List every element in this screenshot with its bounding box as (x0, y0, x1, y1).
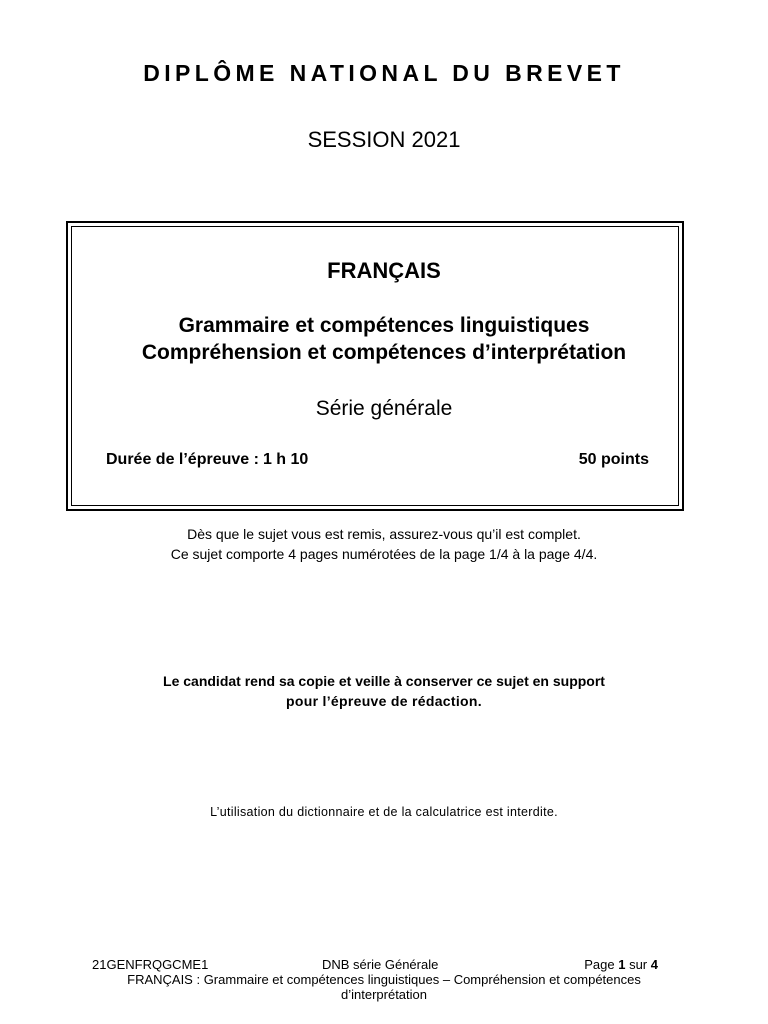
footer-page-prefix: Page (584, 957, 615, 972)
footer-page-current: 1 (618, 957, 626, 972)
footer-subject-line: FRANÇAIS : Grammaire et compétences linguistiques – Compréhension et compétences (127, 972, 641, 987)
duration-value: 1 h 10 (262, 451, 309, 468)
tools-prohibition-notice: L’utilisation du dictionnaire et de la calculatrice est interdite. (210, 805, 558, 819)
footer-serie: DNB série Générale (322, 957, 439, 972)
subtitle-comprehension: Compréhension et compétences d’interprétation (141, 341, 627, 364)
subtitle-grammar: Grammaire et compétences linguistiques (178, 314, 590, 337)
footer-subject-line-continued: d’interprétation (341, 987, 427, 1002)
footer-exam-code: 21GENFRQGCME1 (92, 957, 209, 972)
candidate-instruction-line2: pour l’épreuve de rédaction. (286, 693, 482, 709)
duration (106, 451, 308, 469)
footer-page-total: 4 (650, 957, 658, 972)
points-label: 50 points (578, 451, 649, 468)
footer-page-number (584, 957, 658, 972)
serie-label: Série générale (315, 397, 453, 420)
completeness-notice: Dès que le sujet vous est remis, assurez-vous qu’il est complet. (187, 526, 581, 542)
subject-title: FRANÇAIS (327, 258, 441, 283)
duration-label: Durée de l’épreuve : (106, 451, 259, 468)
candidate-instruction-line1: Le candidat rend sa copie et veille à conserver ce sujet en support (163, 673, 605, 689)
session-label: SESSION 2021 (307, 127, 461, 152)
footer-page-mid: sur (629, 957, 648, 972)
exam-title: DIPLÔME NATIONAL DU BREVET (143, 60, 625, 86)
page-count-notice: Ce sujet comporte 4 pages numérotées de la page 1/4 à la page 4/4. (170, 546, 598, 562)
